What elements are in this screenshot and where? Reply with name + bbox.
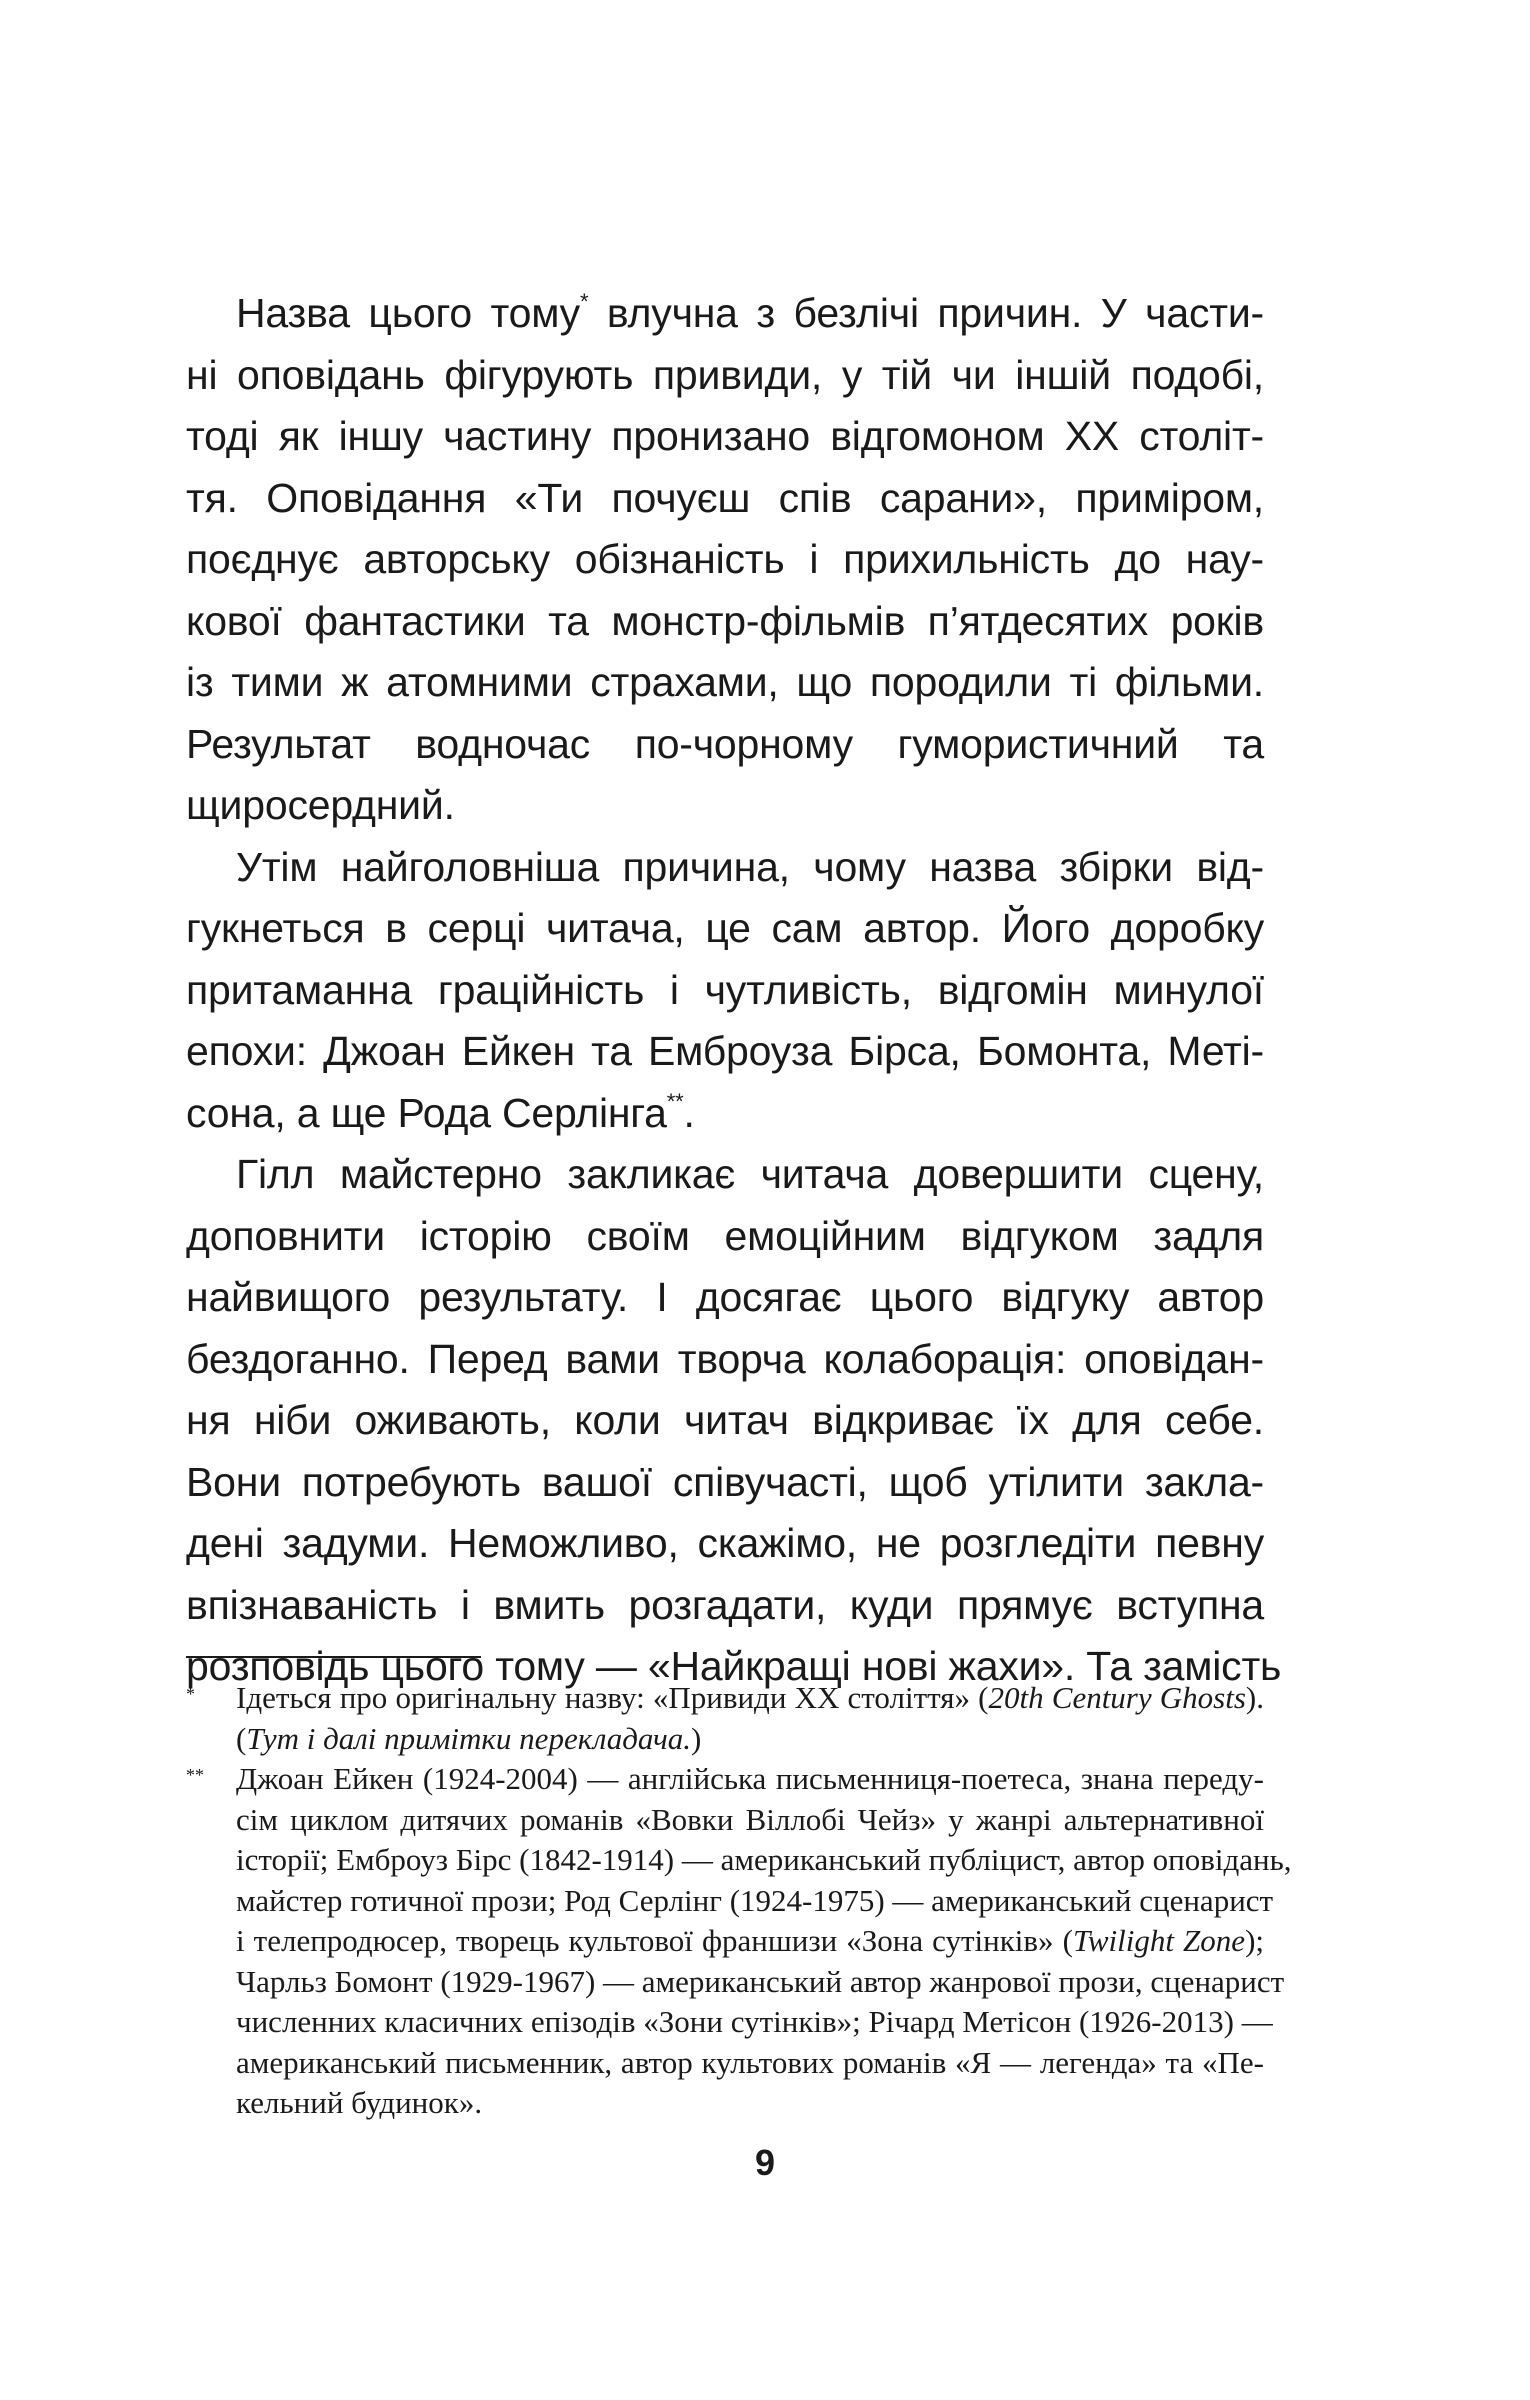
text-line: бездоганно. Перед вами творча колаборація: оповідан- — [186, 1335, 1264, 1382]
text-line: дені задуми. Неможливо, скажімо, не розгледіти певну — [186, 1520, 1264, 1566]
footnote-2 — [186, 1759, 1292, 2124]
text-line: Вони потребують вашої співучасті, щоб утілити закла- — [186, 1458, 1264, 1505]
text-line: Результат водночас по-чорному гумористичний та — [186, 720, 1264, 767]
paragraph-2 — [186, 837, 1264, 1145]
footnote-line: численних класичних епізодів «Зони сутінків»; Річард Метісон (1926-2013) — — [236, 2004, 1273, 2039]
footnote-marker-2[interactable]: ** — [666, 1088, 684, 1114]
text-line: Гілл майстерно закликає читача довершити сцену, — [236, 1151, 1264, 1197]
paragraph-1 — [186, 283, 1264, 837]
text-line: кової фантастики та монстр-фільмів п’ятдесятих років — [186, 597, 1264, 644]
footnote-line: Ідеться про оригінальну назву: «Привиди XX століття» (20th Century Ghosts). — [236, 1680, 1264, 1715]
text-line: щиросердний. — [186, 782, 455, 828]
footnote-1 — [186, 1678, 1264, 1759]
footnote-marker-1[interactable]: * — [579, 289, 589, 314]
text-line: ні оповідань фігурують привиди, у тій чи іншій подобі, — [186, 351, 1264, 398]
text-line: розповідь цього тому — «Найкращі нові жахи». Та замість — [186, 1643, 1282, 1689]
text-line: впізнаваність і вмить розгадати, куди прямує вступна — [186, 1581, 1264, 1628]
text-line: Утім найголовніша причина, чому назва збірки від- — [236, 843, 1264, 890]
text-line: сона, а ще Рода Серлінга**. — [186, 1088, 695, 1136]
footnote-mark: ** — [186, 1765, 204, 1785]
footnote-divider — [186, 1656, 481, 1658]
footnote-line: (Тут і далі примітки перекладача.) — [236, 1720, 702, 1756]
footnote-line: Джоан Ейкен (1924-2004) — англійська письменниця-поетеса, знана переду- — [236, 1761, 1264, 1796]
text-line: найвищого результату. І досягає цього відгуку автор — [186, 1274, 1264, 1320]
footnote-mark: * — [186, 1684, 195, 1704]
footnote-line: американський письменник, автор культових романів «Я — легенда» та «Пе- — [236, 2044, 1264, 2080]
footnote-line: майстер готичної прози; Род Серлінг (1924-1975) — американський сценарист — [236, 1882, 1274, 1918]
footnote-line: сім циклом дитячих романів «Вовки Віллобі Чейз» у жанрі альтернативної — [236, 1801, 1264, 1837]
paragraph-3 — [186, 1144, 1282, 1698]
footnote-line: історії; Емброуз Бірс (1842-1914) — американський публіцист, автор оповідань, — [236, 1842, 1292, 1877]
text-line: гукнеться в серці читача, це сам автор. Його доробку — [186, 905, 1264, 951]
text-line: ня ніби оживають, коли читач відкриває їх для себе. — [186, 1397, 1264, 1443]
text-line: епохи: Джоан Ейкен та Емброуза Бірса, Бомонта, Меті- — [186, 1028, 1264, 1074]
main-text — [186, 283, 1282, 1698]
footnote-line: і телепродюсер, творець культової франшизи «Зона сутінків» (Twilight Zone); — [236, 1923, 1264, 1958]
footnote-line: Чарльз Бомонт (1929-1967) — американський автор жанрової прози, сценарист — [236, 1963, 1285, 1999]
text-line: із тими ж атомними страхами, що породили ті фільми. — [186, 659, 1264, 705]
text-line: поєднує авторську обізнаність і прихильність до нау- — [186, 536, 1264, 582]
footnote-line: кельний будинок». — [236, 2085, 483, 2120]
footnotes — [186, 1678, 1292, 2124]
text-line: доповнити історію своїм емоційним відгуком задля — [186, 1212, 1264, 1259]
text-line: тоді як іншу частину пронизано відгомоном XX століт- — [186, 413, 1264, 459]
text-line: тя. Оповідання «Ти почуєш спів сарани», приміром, — [186, 474, 1264, 521]
text-line: притаманна грацiйність і чутливість, відгомін минулої — [186, 966, 1264, 1013]
text-line: Назва цього тому* влучна з безлічі причин. У части- — [236, 289, 1264, 336]
page-number: 9 — [754, 2142, 776, 2183]
